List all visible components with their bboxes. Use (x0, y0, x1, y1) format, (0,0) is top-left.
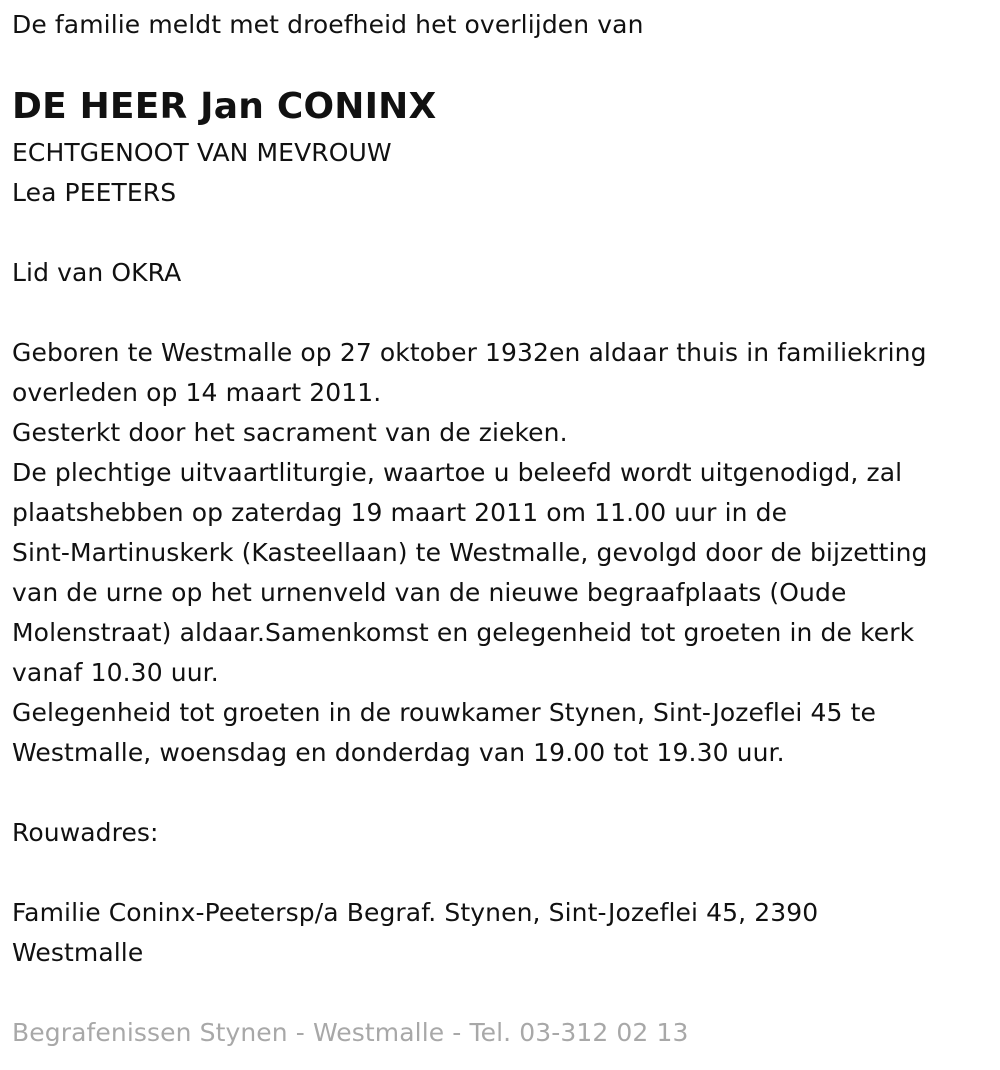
spouse-name: Lea PEETERS (12, 178, 177, 207)
body-line: Westmalle, woensdag en donderdag van 19.00 tot 19.30 uur. (12, 738, 785, 767)
notice-body (12, 333, 928, 773)
body-line: Gesterkt door het sacrament van de zieken. (12, 418, 568, 447)
spouse-title: ECHTGENOOT VAN MEVROUW (12, 138, 392, 167)
address-line: Westmalle (12, 938, 144, 967)
body-line: Geboren te Westmalle op 27 oktober 1932en aldaar thuis in familiekring (12, 338, 927, 367)
address-block (12, 893, 818, 973)
footer-text: Begrafenissen Stynen - Westmalle - Tel. 03-312 02 13 (12, 1018, 689, 1047)
body-line: Gelegenheid tot groeten in de rouwkamer Stynen, Sint-Jozeflei 45 te (12, 698, 876, 727)
address-line: Familie Coninx-Peetersp/a Begraf. Stynen, Sint-Jozeflei 45, 2390 (12, 898, 819, 927)
body-line: vanaf 10.30 uur. (12, 658, 219, 687)
body-line: overleden op 14 maart 2011. (12, 378, 382, 407)
body-line: van de urne op het urnenveld van de nieuwe begraafplaats (Oude (12, 578, 847, 607)
body-line: De plechtige uitvaartliturgie, waartoe u beleefd wordt uitgenodigd, zal (12, 458, 903, 487)
deceased-name: DE HEER Jan CONINX (12, 86, 437, 127)
body-line: plaatshebben op zaterdag 19 maart 2011 om 11.00 uur in de (12, 498, 788, 527)
body-line: Sint-Martinuskerk (Kasteellaan) te Westmalle, gevolgd door de bijzetting (12, 538, 928, 567)
body-line: Molenstraat) aldaar.Samenkomst en gelegenheid tot groeten in de kerk (12, 618, 915, 647)
address-label: Rouwadres: (12, 818, 159, 847)
membership-text: Lid van OKRA (12, 258, 182, 287)
intro-text: De familie meldt met droefheid het overlijden van (12, 10, 644, 39)
